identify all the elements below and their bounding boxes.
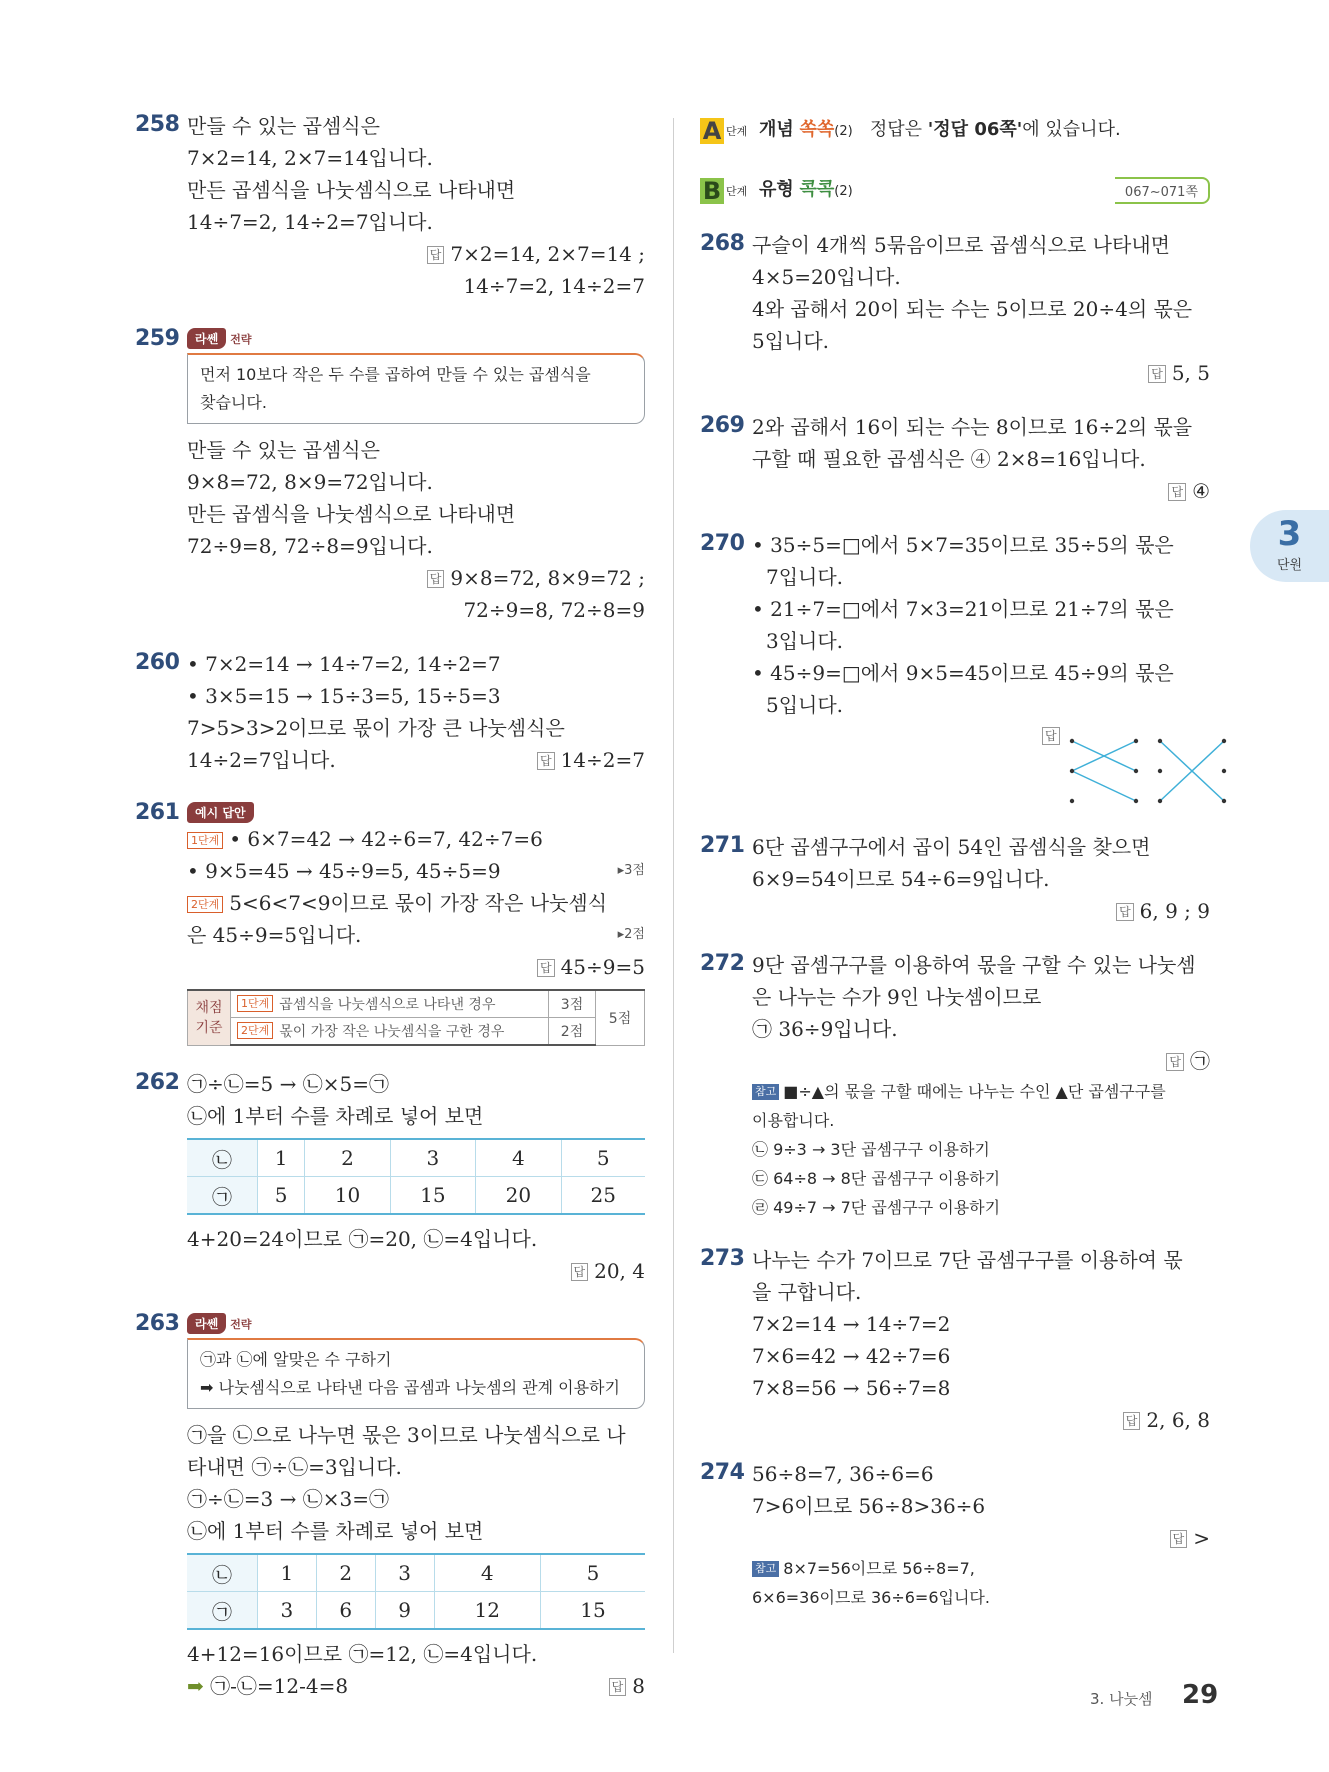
table-cell: 25 <box>561 1177 645 1215</box>
text-line: • 3×5=15 → 15÷3=5, 15÷5=3 <box>187 684 501 708</box>
text-line: 7>5>3>2이므로 몫이 가장 큰 나눗셈식은 <box>187 716 565 740</box>
text-line-last: 14÷2=7입니다. <box>187 748 336 772</box>
strategy-tag: 라쎈 <box>187 1313 226 1334</box>
text-line <box>187 919 645 951</box>
answer-label: 답 <box>1170 1530 1188 1548</box>
answer-label: 답 <box>609 1678 627 1696</box>
text-line: 9×8=72, 8×9=72입니다. <box>187 470 433 494</box>
text-line: 을 구합니다. <box>752 1280 862 1304</box>
note-line: 6×6=36이므로 36÷6=6입니다. <box>752 1588 990 1607</box>
text-line: 구슬이 4개씩 5묶음이므로 곱셈식으로 나타내면 <box>752 233 1170 257</box>
text-line: • 21÷7=□에서 7×3=21이므로 21÷7의 몫은 <box>752 597 1174 621</box>
problem-number: 260 <box>135 650 180 675</box>
problem-263 <box>135 1309 645 1702</box>
table-cell: ㉠ <box>187 1177 258 1215</box>
step-badge: 2단계 <box>187 896 223 913</box>
level-suffix: 단계 <box>726 125 748 138</box>
answer-label: 답 <box>537 752 555 770</box>
problem-number: 258 <box>135 112 180 137</box>
note-line <box>752 1554 1210 1583</box>
answer-text: 6, 9 ; 9 <box>1139 899 1210 923</box>
total-points: 5점 <box>596 990 645 1045</box>
text-line: 56÷8=7, 36÷6=6 <box>752 1462 934 1486</box>
section-number: (2) <box>834 124 853 139</box>
problem-269 <box>700 411 1210 507</box>
note-prefix: 정답은 <box>869 119 928 140</box>
scoring-criterion <box>231 990 549 1018</box>
text-line: • 7×2=14 → 14÷7=2, 14÷2=7 <box>187 652 501 676</box>
problem-number: 269 <box>700 413 745 438</box>
text-line: 14÷7=2, 14÷2=7입니다. <box>187 210 433 234</box>
arrow-icon: ➡ <box>187 1674 204 1698</box>
text-line <box>187 887 645 919</box>
page-number: 29 <box>1182 1680 1219 1710</box>
matching-answer <box>752 727 1210 809</box>
text-line: 만들 수 있는 곱셈식은 <box>187 114 380 138</box>
text-line: 7×8=56 → 56÷7=8 <box>752 1376 951 1400</box>
strategy-line: 먼저 10보다 작은 두 수를 곱하여 만들 수 있는 곱셈식을 <box>200 365 591 384</box>
note-suffix: 에 있습니다. <box>1022 119 1121 140</box>
scoring-criterion <box>231 1018 549 1046</box>
text-line: 타내면 ㉠÷㉡=3입니다. <box>187 1455 402 1479</box>
answer-text: 2, 6, 8 <box>1146 1408 1210 1432</box>
text-line: 나누는 수가 7이므로 7단 곱셈구구를 이용하여 몫 <box>752 1248 1183 1272</box>
text-line <box>187 823 645 855</box>
text-line: 2와 곱해서 16이 되는 수는 8이므로 16÷2의 몫을 <box>752 415 1193 439</box>
text-line: • 45÷9=□에서 9×5=45이므로 45÷9의 몫은 <box>752 661 1174 685</box>
table-cell: 5 <box>561 1139 645 1177</box>
answer-text: > <box>1193 1526 1210 1550</box>
table-cell: 3 <box>390 1139 475 1177</box>
unit-number: 3 <box>1277 514 1302 554</box>
answer-text: ④ <box>1192 479 1210 503</box>
note-text: ■÷▲의 몫을 구할 때에는 나누는 수인 ▲단 곱셈구구를 <box>783 1082 1166 1101</box>
answer-label: 답 <box>427 570 445 588</box>
problem-262 <box>135 1068 645 1287</box>
section-number: (2) <box>834 184 853 199</box>
answer-label: 답 <box>1168 483 1186 501</box>
problem-260 <box>135 648 645 776</box>
criterion-points: 2점 <box>549 1018 596 1046</box>
answer-text: 8 <box>632 1674 645 1698</box>
step-badge: 1단계 <box>237 995 273 1012</box>
text-line <box>187 744 645 776</box>
answer <box>187 562 645 594</box>
problem-number: 261 <box>135 800 180 825</box>
left-column <box>135 110 645 1724</box>
table-row <box>187 1139 645 1177</box>
text-line: ㉠ 36÷9입니다. <box>752 1017 898 1041</box>
problem-number: 270 <box>700 531 745 556</box>
table-cell: 2 <box>305 1139 390 1177</box>
strategy-line: ㉠과 ㉡에 알맞은 수 구하기 <box>200 1350 392 1369</box>
section-title: 유형 <box>759 179 794 200</box>
answer-text: ㉠ <box>1190 1049 1210 1073</box>
answer <box>752 357 1210 389</box>
text-line: 7×2=14 → 14÷7=2 <box>752 1312 951 1336</box>
table-cell: 9 <box>375 1592 434 1630</box>
strategy-box <box>187 353 645 424</box>
table-cell: 15 <box>390 1177 475 1215</box>
answer <box>752 1522 1210 1554</box>
text-line: ㉠을 ㉡으로 나누면 몫은 3이므로 나눗셈식으로 나 <box>187 1423 626 1447</box>
right-column <box>700 115 1210 1634</box>
answer <box>752 1404 1210 1436</box>
text-line: • 35÷5=□에서 5×7=35이므로 35÷5의 몫은 <box>752 533 1174 557</box>
text-line: 6×9=54이므로 54÷6=9입니다. <box>752 867 1050 891</box>
table-cell: 10 <box>305 1177 390 1215</box>
level-a-badge: A <box>700 118 724 144</box>
table-cell: 5 <box>258 1177 305 1215</box>
answer <box>187 951 645 983</box>
text-line: 3입니다. <box>766 629 844 653</box>
note-line: ㉡ 9÷3 → 3단 곱셈구구 이용하기 <box>752 1140 990 1159</box>
table-cell: 15 <box>540 1592 645 1630</box>
unit-label: 단원 <box>1276 558 1303 573</box>
step-text: 은 45÷9=5입니다. <box>187 923 362 947</box>
value-table <box>187 1553 645 1630</box>
answer-continued: 14÷7=2, 14÷2=7 <box>463 274 645 298</box>
answer-text: 9×8=72, 8×9=72 ; <box>450 566 645 590</box>
step-text: • 6×7=42 → 42÷6=7, 42÷7=6 <box>229 827 543 851</box>
problem-number: 274 <box>700 1460 745 1485</box>
text-line: 4+12=16이므로 ㉠=12, ㉡=4입니다. <box>187 1642 538 1666</box>
text-line: 7×6=42 → 42÷7=6 <box>752 1344 951 1368</box>
text-line: ㉠÷㉡=5 → ㉡×5=㉠ <box>187 1072 389 1096</box>
section-title-highlight: 쏙쏙 <box>799 119 835 140</box>
answer <box>187 1255 645 1287</box>
table-cell: 4 <box>434 1554 540 1592</box>
criterion-text: 몫이 가장 작은 나눗셈식을 구한 경우 <box>279 1024 505 1040</box>
table-cell: ㉠ <box>187 1592 258 1630</box>
table-cell: ㉡ <box>187 1139 258 1177</box>
answer-label: 답 <box>1148 365 1166 383</box>
unit-tab <box>1250 510 1329 582</box>
scoring-header-line: 기준 <box>195 1019 223 1036</box>
text-line: 6단 곱셈구구에서 곱이 54인 곱셈식을 찾으면 <box>752 835 1151 859</box>
problem-number: 272 <box>700 951 745 976</box>
answer <box>752 475 1210 507</box>
answer <box>752 1045 1210 1077</box>
note-line <box>752 1077 1210 1106</box>
table-cell: 1 <box>258 1554 317 1592</box>
text-line <box>187 1670 645 1702</box>
table-cell: 3 <box>258 1592 317 1630</box>
problem-number: 263 <box>135 1311 180 1336</box>
note-label: 참고 <box>752 1084 779 1100</box>
problem-258 <box>135 110 645 302</box>
text-line: ㉡에 1부터 수를 차례로 넣어 보면 <box>187 1519 484 1543</box>
table-cell: 4 <box>476 1139 561 1177</box>
criterion-points: 3점 <box>549 990 596 1018</box>
scoring-header <box>188 990 231 1045</box>
problem-number: 268 <box>700 231 745 256</box>
table-cell: 5 <box>540 1554 645 1592</box>
reference-note <box>752 1077 1210 1222</box>
text-line: 7>6이므로 56÷8>36÷6 <box>752 1494 986 1518</box>
answer-text: 5, 5 <box>1171 361 1210 385</box>
step-badge: 2단계 <box>237 1022 273 1039</box>
problem-273 <box>700 1244 1210 1436</box>
step-text: 5<6<7<9이므로 몫이 가장 작은 나눗셈식 <box>229 891 608 915</box>
problem-274 <box>700 1458 1210 1612</box>
strategy-tag: 라쎈 <box>187 328 226 349</box>
section-title: 개념 <box>759 119 794 140</box>
answer-label: 답 <box>1166 1053 1184 1071</box>
answer <box>609 1670 645 1702</box>
step-badge: 1단계 <box>187 832 223 849</box>
step-text: • 9×5=45 → 45÷9=5, 45÷5=9 <box>187 859 501 883</box>
problem-259 <box>135 324 645 626</box>
table-cell: ㉡ <box>187 1554 258 1592</box>
note-line: ㉣ 49÷7 → 7단 곱셈구구 이용하기 <box>752 1198 1001 1217</box>
answer <box>537 744 645 776</box>
note-bold: '정답 06쪽' <box>927 119 1023 140</box>
text-line: 4와 곱해서 20이 되는 수는 5이므로 20÷4의 몫은 <box>752 297 1193 321</box>
scoring-header-line: 채점 <box>195 999 223 1016</box>
answer-label: 답 <box>571 1263 589 1281</box>
text-line: 72÷9=8, 72÷8=9입니다. <box>187 534 433 558</box>
text-line: 만든 곱셈식을 나눗셈식으로 나타내면 <box>187 502 516 526</box>
problem-271 <box>700 831 1210 927</box>
text-line: 만든 곱셈식을 나눗셈식으로 나타내면 <box>187 178 516 202</box>
text-line: 만들 수 있는 곱셈식은 <box>187 438 380 462</box>
answer-text: 45÷9=5 <box>560 955 645 979</box>
text-line: ㉡에 1부터 수를 차례로 넣어 보면 <box>187 1104 484 1128</box>
text-line: 9단 곱셈구구를 이용하여 몫을 구할 수 있는 나눗셈 <box>752 953 1196 977</box>
answer-label: 답 <box>427 246 445 264</box>
text-line: 구할 때 필요한 곱셈식은 ④ 2×8=16입니다. <box>752 447 1146 471</box>
scoring-table <box>187 989 645 1046</box>
problem-268 <box>700 229 1210 389</box>
example-answer-tag: 예시 답안 <box>187 802 254 823</box>
text-line: 은 나누는 수가 9인 나눗셈이므로 <box>752 985 1042 1009</box>
answer-label: 답 <box>1042 727 1060 745</box>
answer-text: 7×2=14, 2×7=14 ; <box>450 242 645 266</box>
note-line: ㉢ 64÷8 → 8단 곱셈구구 이용하기 <box>752 1169 1001 1188</box>
criterion-text: 곱셈식을 나눗셈식으로 나타낸 경우 <box>279 997 496 1013</box>
value-table <box>187 1138 645 1215</box>
points: ▸2점 <box>617 927 645 942</box>
problem-number: 273 <box>700 1246 745 1271</box>
table-cell: 3 <box>375 1554 434 1592</box>
answer-continued: 72÷9=8, 72÷8=9 <box>463 598 645 622</box>
level-suffix: 단계 <box>726 185 748 198</box>
text-line: 4+20=24이므로 ㉠=20, ㉡=4입니다. <box>187 1227 538 1251</box>
note-text: 8×7=56이므로 56÷8=7, <box>783 1559 975 1578</box>
answer-text: 14÷2=7 <box>560 748 645 772</box>
problem-number: 262 <box>135 1070 180 1095</box>
strategy-tag-label: 전략 <box>230 333 252 346</box>
answer-text: 20, 4 <box>594 1259 645 1283</box>
problem-number: 271 <box>700 833 745 858</box>
problem-272 <box>700 949 1210 1222</box>
column-divider <box>673 118 674 1653</box>
answer-label: 답 <box>1123 1412 1141 1430</box>
points: ▸3점 <box>617 863 645 878</box>
text-line: 7입니다. <box>766 565 844 589</box>
table-cell: 2 <box>316 1554 375 1592</box>
strategy-tag-label: 전략 <box>230 1318 252 1331</box>
table-cell: 20 <box>476 1177 561 1215</box>
table-row <box>187 1554 645 1592</box>
reference-note <box>752 1554 1210 1612</box>
problem-261 <box>135 798 645 1046</box>
level-b-badge: B <box>700 178 724 204</box>
table-cell: 12 <box>434 1592 540 1630</box>
page-range: 067~071쪽 <box>1115 177 1210 204</box>
text-line: ㉠÷㉡=3 → ㉡×3=㉠ <box>187 1487 389 1511</box>
text-line: 7×2=14, 2×7=14입니다. <box>187 146 433 170</box>
text-line-final: ㉠-㉡=12-4=8 <box>210 1674 349 1698</box>
strategy-line: 찾습니다. <box>200 393 267 412</box>
text-line <box>187 855 645 887</box>
strategy-box <box>187 1338 645 1409</box>
section-title-highlight: 콕콕 <box>799 179 835 200</box>
section-b-header <box>700 175 1210 225</box>
text-line: 5입니다. <box>752 329 830 353</box>
note-label: 참고 <box>752 1561 779 1577</box>
answer <box>752 895 1210 927</box>
problem-number: 259 <box>135 326 180 351</box>
table-cell: 1 <box>258 1139 305 1177</box>
table-row <box>187 1177 645 1215</box>
matching-lines-diagram <box>1064 729 1234 809</box>
text-line: 5입니다. <box>766 693 844 717</box>
answer <box>187 238 645 270</box>
problem-270 <box>700 529 1210 809</box>
table-cell: 6 <box>316 1592 375 1630</box>
answer-label: 답 <box>537 959 555 977</box>
note-line: 이용합니다. <box>752 1111 835 1130</box>
answer-label: 답 <box>1116 903 1134 921</box>
strategy-line: ➡ 나눗셈식으로 나타낸 다음 곱셈과 나눗셈의 관계 이용하기 <box>200 1378 620 1397</box>
text-line: 4×5=20입니다. <box>752 265 901 289</box>
section-a-header <box>700 115 1210 161</box>
chapter-label: 3. 나눗셈 <box>1090 1690 1153 1708</box>
table-row <box>187 1592 645 1630</box>
